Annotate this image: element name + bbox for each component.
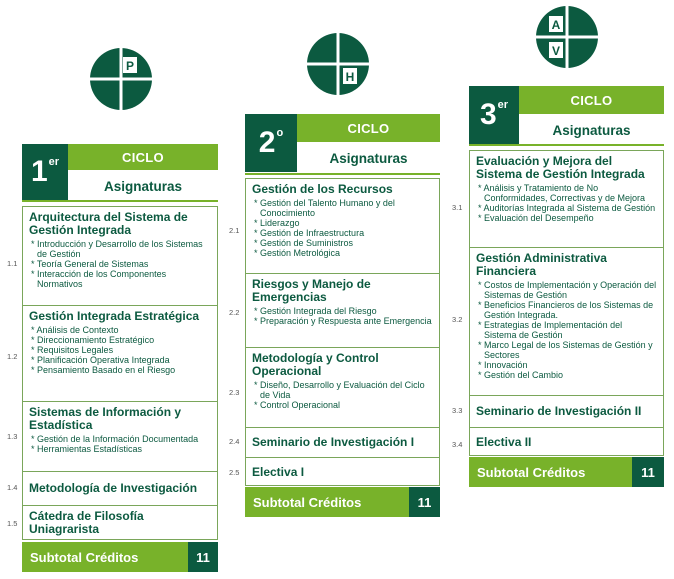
subject-number: 1.5	[7, 519, 18, 528]
subject-number: 2.3	[229, 388, 240, 397]
cycle-3-ciclo-label: CICLO	[519, 86, 664, 114]
subject-number: 3.3	[452, 406, 463, 415]
subject-title: Sistemas de Información y Estadística	[29, 405, 182, 432]
list-item: * Teoría General de Sistemas	[29, 259, 211, 269]
list-item: * Marco Legal de los Sistemas de Gestión y Sectores	[476, 340, 657, 360]
subject-title: Gestión de los Recursos	[252, 182, 393, 196]
cycle-2-asignaturas-label: Asignaturas	[329, 150, 408, 166]
divider	[22, 200, 218, 202]
list-item: * Beneficios Financieros de los Sistemas de Gestión Integrada.	[476, 300, 657, 320]
subject-1-1	[23, 207, 217, 305]
cycle-1-subtotal-label: Subtotal Créditos	[22, 542, 188, 572]
subject-number: 1.3	[7, 432, 18, 441]
list-item: * Costos de Implementación y Operación del Sistemas de Gestión	[476, 280, 657, 300]
pdca-circle-p	[89, 47, 153, 111]
pdca-a-label: A	[551, 18, 561, 32]
cycle-3-subtotal-label: Subtotal Créditos	[469, 457, 632, 487]
subject-title: Electiva I	[252, 465, 305, 479]
list-item: * Gestión Metrológica	[252, 248, 433, 258]
subject-number: 1.1	[7, 259, 18, 268]
list-item: * Interacción de los Componentes Normativos	[29, 269, 211, 289]
list-item: * Direccionamiento Estratégico	[29, 335, 211, 345]
list-item: * Auditorías Integrada al Sistema de Gestión	[476, 203, 657, 213]
cycle-3-subtotal-value: 11	[632, 457, 664, 487]
subject-title: Riesgos y Manejo de Emergencias	[252, 277, 371, 304]
list-item: * Requisitos Legales	[29, 345, 211, 355]
subject-title: Gestión Administrativa Financiera	[476, 251, 607, 278]
list-item: * Análisis y Tratamiento de No Conformidades, Correctivas y de Mejora	[476, 183, 657, 203]
subject-number: 2.4	[229, 437, 240, 446]
subject-3-2	[470, 247, 663, 395]
list-item: * Gestión de Suministros	[252, 238, 433, 248]
subject-number: 3.1	[452, 203, 463, 212]
list-item: * Gestión de Infraestructura	[252, 228, 433, 238]
pdca-p-label: P	[125, 59, 135, 73]
list-item: * Gestión del Cambio	[476, 370, 657, 380]
subject-1-4	[23, 471, 217, 505]
list-item: * Evaluación del Desempeño	[476, 213, 657, 223]
subject-2-5	[246, 457, 439, 487]
subject-number: 3.4	[452, 440, 463, 449]
cycle-1-subtotal-value: 11	[188, 542, 218, 572]
list-item: * Control Operacional	[252, 400, 433, 410]
cycle-3-asignaturas-label: Asignaturas	[552, 122, 631, 138]
cycle-2-subtotal-value: 11	[409, 487, 440, 517]
subject-title: Arquitectura del Sistema de Gestión Integrada	[29, 210, 188, 237]
subject-2-4	[246, 427, 439, 457]
subject-2-1	[246, 179, 439, 273]
list-item: * Innovación	[476, 360, 657, 370]
list-item: * Liderazgo	[252, 218, 433, 228]
subject-1-2	[23, 305, 217, 401]
pdca-circle-av	[535, 5, 599, 69]
subject-3-1	[470, 151, 663, 247]
list-item: * Gestión de la Información Documentada	[29, 434, 211, 444]
cycle-1-ciclo-label: CICLO	[68, 144, 218, 170]
list-item: * Gestión del Talento Humano y del Conocimiento	[252, 198, 433, 218]
list-item: * Diseño, Desarrollo y Evaluación del Ciclo de Vida	[252, 380, 433, 400]
subject-number: 1.4	[7, 483, 18, 492]
subject-number: 3.2	[452, 315, 463, 324]
cycle-1-number: 1 $^{er}$	[22, 144, 68, 200]
cycle-2-subtotal-label: Subtotal Créditos	[245, 487, 409, 517]
pdca-v-label: V	[551, 44, 561, 58]
list-item: * Pensamiento Basado en el Riesgo	[29, 365, 211, 375]
cycle-2-ciclo-label: CICLO	[297, 114, 440, 142]
subject-2-3	[246, 347, 439, 427]
list-item: * Estrategias de Implementación del Sistema de Gestión	[476, 320, 657, 340]
subject-3-3	[470, 395, 663, 427]
list-item: * Análisis de Contexto	[29, 325, 211, 335]
subject-1-5	[23, 505, 217, 541]
cycle-3-subjects	[469, 150, 664, 456]
divider	[469, 144, 664, 146]
subject-title: Metodología y Control Operacional	[252, 351, 379, 378]
subject-1-3	[23, 401, 217, 471]
cycle-2-number: 2 $^o$	[245, 114, 297, 172]
subject-title: Electiva II	[476, 435, 532, 449]
cycle-1-subjects	[22, 206, 218, 540]
list-item: * Introducción y Desarrollo de los Sistemas de Gestión	[29, 239, 211, 259]
subject-title: Gestión Integrada Estratégica	[29, 309, 200, 323]
pdca-circle-h	[306, 32, 370, 96]
subject-number: 2.1	[229, 226, 240, 235]
subject-title: Seminario de Investigación II	[476, 404, 642, 418]
subject-3-4	[470, 427, 663, 457]
pdca-h-label: H	[345, 70, 355, 84]
list-item: * Planificación Operativa Integrada	[29, 355, 211, 365]
subject-number: 2.5	[229, 468, 240, 477]
cycle-3-number: 3 $^{er}$	[469, 86, 519, 144]
list-item: * Gestión Integrada del Riesgo	[252, 306, 433, 316]
list-item: * Herramientas Estadísticas	[29, 444, 211, 454]
subject-2-2	[246, 273, 439, 347]
cycle-1-asignaturas-label: Asignaturas	[103, 178, 183, 194]
list-item: * Preparación y Respuesta ante Emergencia	[252, 316, 433, 326]
subject-title: Evaluación y Mejora del Sistema de Gestión Integrada	[476, 154, 645, 181]
divider	[245, 173, 440, 175]
cycle-2-subjects	[245, 178, 440, 486]
subject-title: Metodología de Investigación	[29, 481, 198, 495]
subject-number: 1.2	[7, 352, 18, 361]
subject-title: Seminario de Investigación I	[252, 435, 415, 449]
subject-title: Cátedra de Filosofía Uniagrarista	[29, 509, 144, 536]
subject-number: 2.2	[229, 308, 240, 317]
